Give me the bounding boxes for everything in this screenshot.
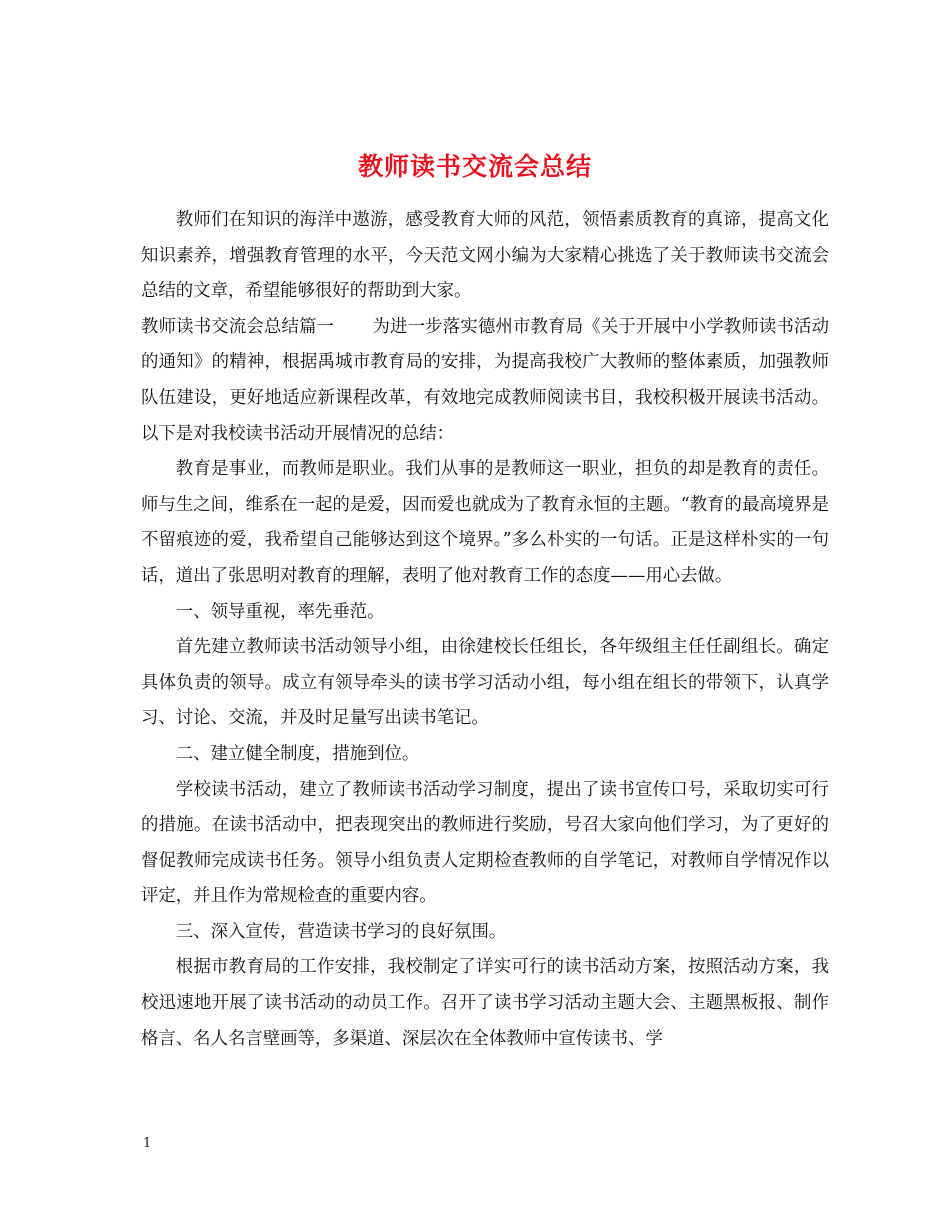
section-one-heading: 一、领导重视，率先垂范。 <box>175 601 385 622</box>
section-three-paragraph: 根据市教育局的工作安排，我校制定了详实可行的读书活动方案，按照活动方案，我校迅速地开展了读书活动的动员工作。召开了读书学习活动主题大会、主题黑板报、制作格言、名人名言壁画等，多渠道、深层次在全体教师中宣传读书、学 <box>141 957 829 1049</box>
part-one-heading: 教师读书交流会总结篇一 <box>141 316 335 337</box>
section-two-heading: 二、建立健全制度，措施到位。 <box>175 743 420 764</box>
intro-paragraph: 教师们在知识的海洋中遨游，感受教育大师的风范，领悟素质教育的真谛，提高文化知识素养，增强教育管理的水平，今天范文网小编为大家精心挑选了关于教师读书交流会总结的文章，希望能够很好的帮助到大家。 <box>141 210 829 302</box>
document-body <box>141 203 829 1057</box>
section-one-paragraph: 首先建立教师读书活动领导小组，由徐建校长任组长，各年级组主任任副组长。确定具体负责的领导。成立有领导牵头的读书学习活动小组，每小组在组长的带领下，认真学习、讨论、交流，并及时足量写出读书笔记。 <box>141 637 829 729</box>
section-three-heading: 三、深入宣传，营造读书学习的良好氛围。 <box>175 921 507 942</box>
part-one-text: 为进一步落实德州市教育局《关于开展中小学教师读书活动的通知》的精神，根据禹城市教育局的安排，为提高我校广大教师的整体素质，加强教师队伍建设，更好地适应新课程改革，有效地完成教师阅读书目，我校积极开展读书活动。以下是对我校读书活动开展情况的总结： <box>141 316 829 444</box>
page-number: 1 <box>143 1136 152 1151</box>
education-paragraph: 教育是事业，而教师是职业。我们从事的是教师这一职业，担负的却是教育的责任。师与生之间，维系在一起的是爱，因而爱也就成为了教育永恒的主题。“教育的最高境界是不留痕迹的爱，我希望自己能够达到这个境界。”多么朴实的一句话。正是这样朴实的一句话，道出了张思明对教育的理解，表明了他对教育工作的态度——用心去做。 <box>141 459 829 586</box>
part-one-paragraph <box>141 310 829 452</box>
section-two-paragraph: 学校读书活动，建立了教师读书活动学习制度，提出了读书宣传口号，采取切实可行的措施。在读书活动中，把表现突出的教师进行奖励，号召大家向他们学习，为了更好的督促教师完成读书任务。领导小组负责人定期检查教师的自学笔记，对教师自学情况作以评定，并且作为常规检查的重要内容。 <box>141 779 829 907</box>
document-title: 教师读书交流会总结 <box>357 151 592 181</box>
